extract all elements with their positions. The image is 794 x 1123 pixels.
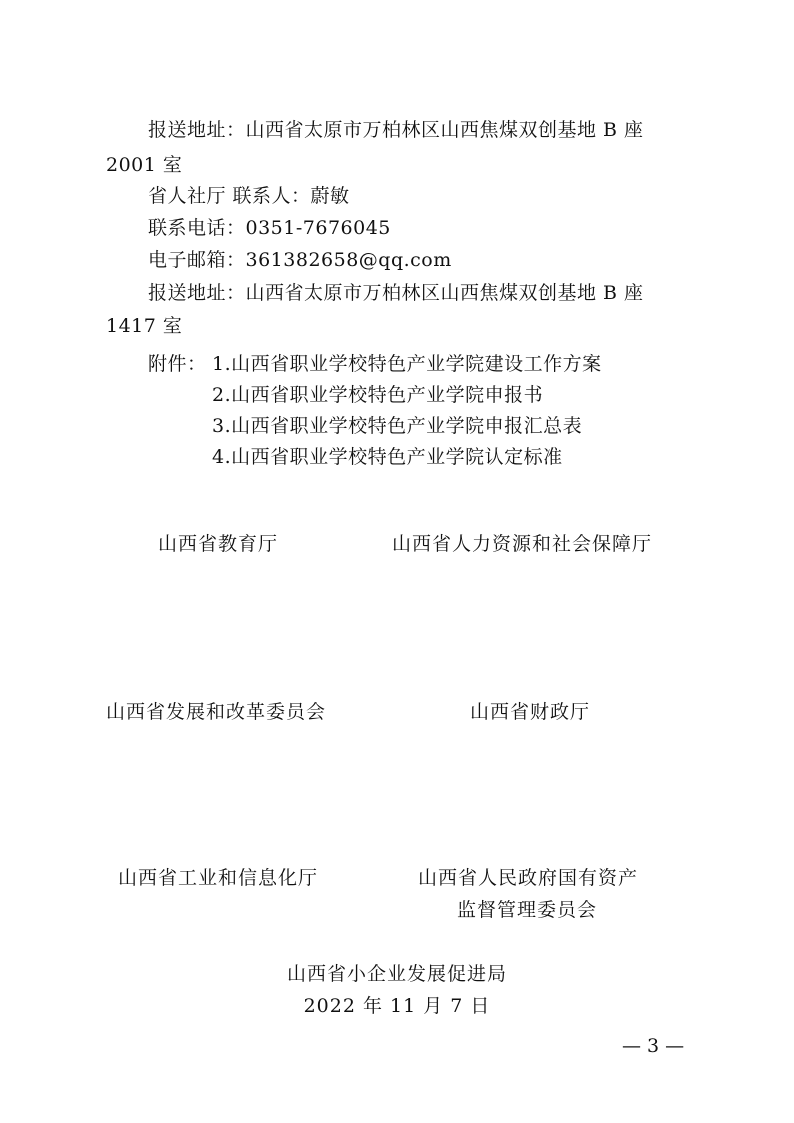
signatory-sasac-line-1: 山西省人民政府国有资产 <box>418 867 639 889</box>
address-line-2-cont: 1417 室 <box>106 315 183 337</box>
email-line: 电子邮箱：361382658@qq.com <box>148 249 452 271</box>
attachment-item: 1.山西省职业学校特色产业学院建设工作方案 <box>212 353 602 375</box>
attachment-item: 3.山西省职业学校特色产业学院申报汇总表 <box>212 415 583 437</box>
signatory-sme: 山西省小企业发展促进局 <box>286 963 507 985</box>
signatory-sasac-line-2: 监督管理委员会 <box>457 899 598 921</box>
signatory-ndrc: 山西省发展和改革委员会 <box>106 701 327 723</box>
attachments-label: 附件： <box>148 353 207 375</box>
signatory-hrss: 山西省人力资源和社会保障厅 <box>392 533 653 555</box>
attachment-item: 2.山西省职业学校特色产业学院申报书 <box>212 384 544 406</box>
phone-line: 联系电话：0351-7676045 <box>148 217 391 239</box>
document-date: 2022 年 11 月 7 日 <box>303 995 491 1017</box>
signatory-finance: 山西省财政厅 <box>470 701 591 723</box>
address-line-1: 报送地址：山西省太原市万柏林区山西焦煤双创基地 B 座 <box>148 119 644 141</box>
address-line-2: 报送地址：山西省太原市万柏林区山西焦煤双创基地 B 座 <box>148 282 644 304</box>
signatory-industry: 山西省工业和信息化厅 <box>118 867 319 889</box>
page-number: — 3 — <box>622 1035 685 1057</box>
attachment-item: 4.山西省职业学校特色产业学院认定标准 <box>212 446 563 468</box>
dept-contact: 省人社厅 联系人：蔚敏 <box>148 185 350 207</box>
signatory-education: 山西省教育厅 <box>158 533 279 555</box>
address-line-1-cont: 2001 室 <box>106 154 183 176</box>
